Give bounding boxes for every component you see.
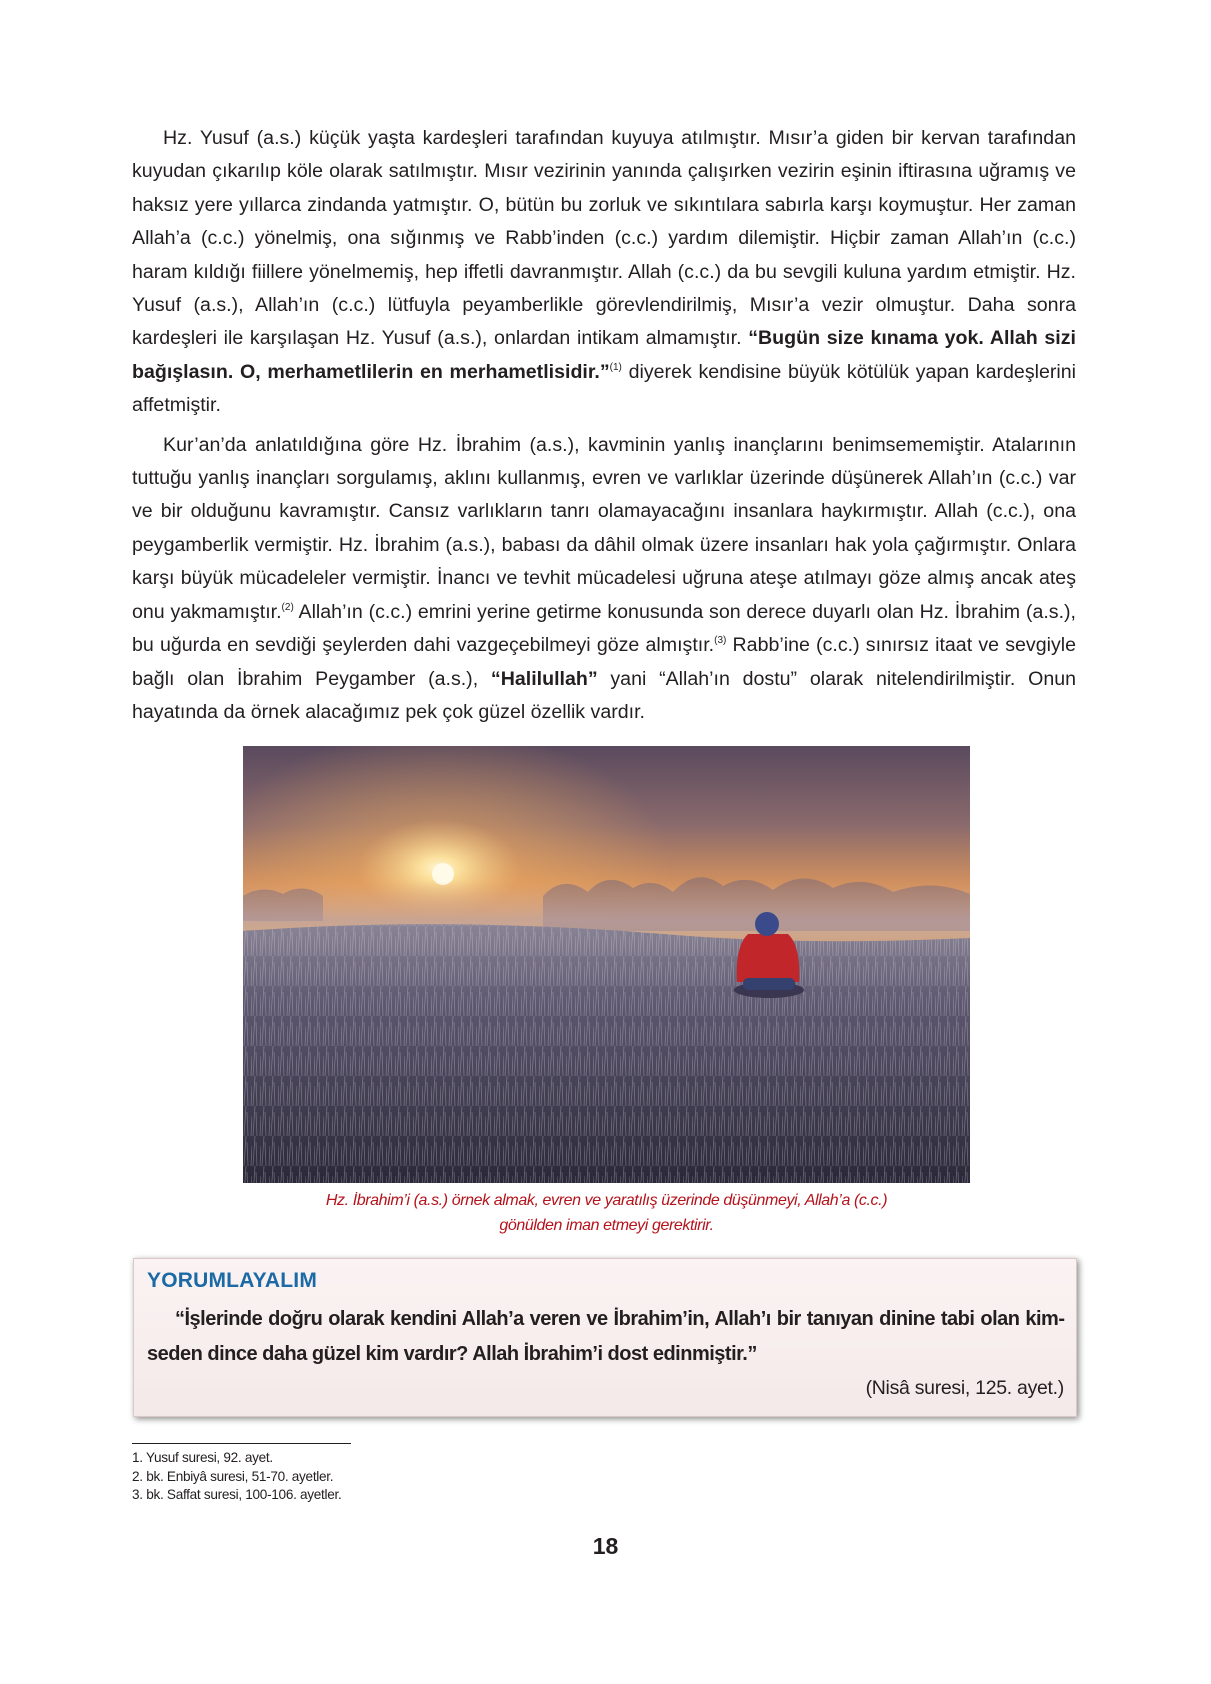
text-run: yani “Allah’ın dostu” olarak nitelendirilmiştir. Onun hayatında da örnek alacağımız pek çok güzel özellik vardır. xyxy=(132,667,1077,723)
quote-text: “İşlerinde doğru olarak kendini Allah’a veren ve İbrahim’in, Allah’ı bir tanıyan dinine tabi olan kimseden dince daha güzel kim vardır? Allah İbrahim’i dost edinmiştir.” xyxy=(147,1308,1065,1365)
sunrise-meditation-photo xyxy=(243,746,970,1183)
footnote-divider xyxy=(132,1443,351,1444)
footnote-ref: (3) xyxy=(714,635,727,647)
footnote-ref: (2) xyxy=(281,601,294,613)
yorumlayalim-box xyxy=(133,1258,1077,1417)
caption-line-1: Hz. İbrahim’i (a.s.) örnek almak, evren ve yaratılış üzerinde düşünmeyi, Allah’a (c.c.) xyxy=(325,1192,888,1209)
photo-illustration xyxy=(243,746,970,1183)
page-number: 18 xyxy=(592,1533,619,1559)
caption-line-2: gönülden iman etmeyi gerektirir. xyxy=(499,1217,714,1234)
paragraph-ibrahim xyxy=(132,429,1076,730)
text-run: Kur’an’da anlatıldığına göre Hz. İbrahim (a.s.), kavminin yanlış inançlarını benimsememiştir. Atalarının tuttuğu yanlış inançları sorgulamış, aklını kullanmış, evren ve varlıklar üzerinde düşünerek Allah’ın (c.c.) var ve bir olduğunu kavramıştır. Cansız varlıkların tanrı olamayacağını insanlara haykırmıştır. Allah (c.c.), ona peygamberlik vermiştir. Hz. İbrahim (a.s.), babası da dâhil olmak üzere insanları hak yola çağırmıştır. Onlara karşı büyük mücadeleler vermiştir. İnancı ve tevhit mücadelesi uğruna ateşe atılmayı göze almış ancak ateş onu yakmamıştır. xyxy=(132,433,1076,623)
text-run: Hz. Yusuf (a.s.) küçük yaşta kardeşleri tarafından kuyuya atılmıştır. Mısır’a giden bir kervan tarafından kuyudan çıkarılıp köle olarak satılmıştır. Mısır vezirinin yanında çalışırken vezirin eşinin iftirasına uğramış ve haksız yere yıllarca zindanda yatmıştır. O, bütün bu zorluk ve sıkıntılara sabırla karşı koymuştur. Her zaman Allah’a (c.c.) yönelmiş, ona sığınmış ve Rabb’inden (c.c.) yardım dilemiştir. Hiçbir zaman Allah’ın (c.c.) haram kıldığı fiillere yönelmemiş, hep iffetli davranmıştır. Allah (c.c.) da bu sevgili kuluna yardım etmiştir. Hz. Yusuf (a.s.), Allah’ın (c.c.) lütfuyla peyamberlikle görevlendirilmiş, Mısır’a vezir olmuştur. Daha sonra kardeşleri ile karşılaşan Hz. Yusuf (a.s.), onlardan intikam almamıştır. xyxy=(132,127,1076,350)
box-title: YORUMLAYALIM xyxy=(147,1269,318,1292)
text-run: Allah’ın (c.c.) emrini yerine getirme konusunda son derece duyarlı olan Hz. İbrahim (a.s.), bu uğurda en sevdiği şeylerden dahi vazgeçebilmeyi göze almıştır. xyxy=(132,600,1076,657)
text-run: diyerek kendisine büyük kötülük yapan kardeşlerini affetmiştir. xyxy=(132,360,1076,417)
text-run: Rabb’ine (c.c.) sınırsız itaat ve sevgiyle bağlı olan İbrahim Peygamber (a.s.), xyxy=(132,634,1076,690)
body-text xyxy=(132,122,1076,735)
paragraph-yusuf xyxy=(132,122,1076,423)
footnote-2: 2. bk. Enbiyâ suresi, 51-70. ayetler. xyxy=(132,1468,334,1484)
footnote-ref: (1) xyxy=(609,361,622,373)
quote-source: (Nisâ suresi, 125. ayet.) xyxy=(865,1377,1064,1399)
photo-caption xyxy=(243,1188,970,1238)
quote-run: “Bugün size kınama yok. Allah sizi bağışlasın. O, merhametlilerin en merhametlisidir.” xyxy=(132,327,1076,383)
footnote-3: 3. bk. Saffat suresi, 100-106. ayetler. xyxy=(132,1487,342,1502)
bold-run: “Halilullah” xyxy=(490,667,598,690)
footnotes xyxy=(132,1449,341,1505)
footnote-1: 1. Yusuf suresi, 92. ayet. xyxy=(132,1450,273,1465)
box-quote xyxy=(147,1302,1065,1372)
